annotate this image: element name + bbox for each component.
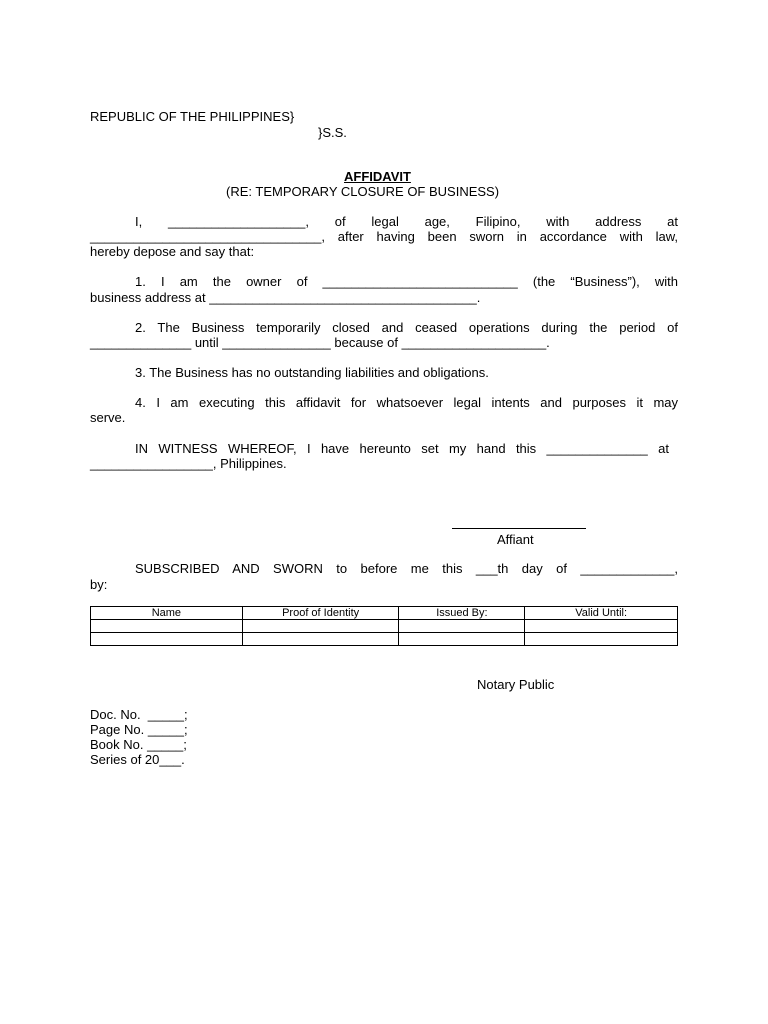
table-cell[interactable] (91, 633, 243, 646)
paragraph-4-line-2: serve. (90, 410, 126, 425)
paragraph-2-line-1: 2. The Business temporarily closed and ceased operations during the period of (135, 320, 678, 335)
document-title: AFFIDAVIT (344, 169, 411, 184)
document-subtitle: (RE: TEMPORARY CLOSURE OF BUSINESS) (226, 184, 500, 199)
witness-line-2: _________________, Philippines. (90, 456, 287, 471)
table-cell[interactable] (242, 633, 399, 646)
notary-public-label: Notary Public (477, 677, 555, 692)
paragraph-1-line-1: 1. I am the owner of ___________________________ (the “Business”), with (135, 274, 678, 289)
table-row (91, 620, 678, 633)
identity-table-header (91, 607, 678, 620)
col-header-valid: Valid Until: (525, 607, 678, 620)
paragraph-2-line-2: ______________ until _______________ because of ____________________. (90, 335, 550, 350)
book-number: Book No. _____; (90, 737, 187, 752)
witness-line-1: IN WITNESS WHEREOF, I have hereunto set my hand this ______________ at (135, 441, 669, 456)
affiant-signature-line (452, 515, 586, 529)
affiant-label: Affiant (497, 532, 534, 547)
intro-line-1: I, ___________________, of legal age, Filipino, with address at (135, 214, 678, 229)
paragraph-3: 3. The Business has no outstanding liabilities and obligations. (135, 365, 489, 380)
doc-number: Doc. No. _____; (90, 707, 188, 722)
table-cell[interactable] (399, 633, 525, 646)
col-header-proof: Proof of Identity (242, 607, 399, 620)
col-header-issued: Issued By: (399, 607, 525, 620)
paragraph-1-line-2: business address at _____________________________________. (90, 290, 481, 305)
col-header-name: Name (91, 607, 243, 620)
table-row (91, 633, 678, 646)
ss-header: }S.S. (318, 125, 347, 140)
table-cell[interactable] (242, 620, 399, 633)
paragraph-4-line-1: 4. I am executing this affidavit for whatsoever legal intents and purposes it may (135, 395, 678, 410)
table-cell[interactable] (525, 620, 678, 633)
intro-line-2: ________________________________, after having been sworn in accordance with law, (90, 229, 678, 244)
jurat-line-1: SUBSCRIBED AND SWORN to before me this ___th day of _____________, (135, 561, 678, 576)
table-cell[interactable] (525, 633, 678, 646)
intro-line-3: hereby depose and say that: (90, 244, 255, 259)
table-cell[interactable] (91, 620, 243, 633)
republic-header: REPUBLIC OF THE PHILIPPINES} (90, 109, 295, 124)
series-year: Series of 20___. (90, 752, 185, 767)
page-number: Page No. _____; (90, 722, 188, 737)
jurat-line-2: by: (90, 577, 108, 592)
table-cell[interactable] (399, 620, 525, 633)
identity-table (90, 606, 678, 646)
